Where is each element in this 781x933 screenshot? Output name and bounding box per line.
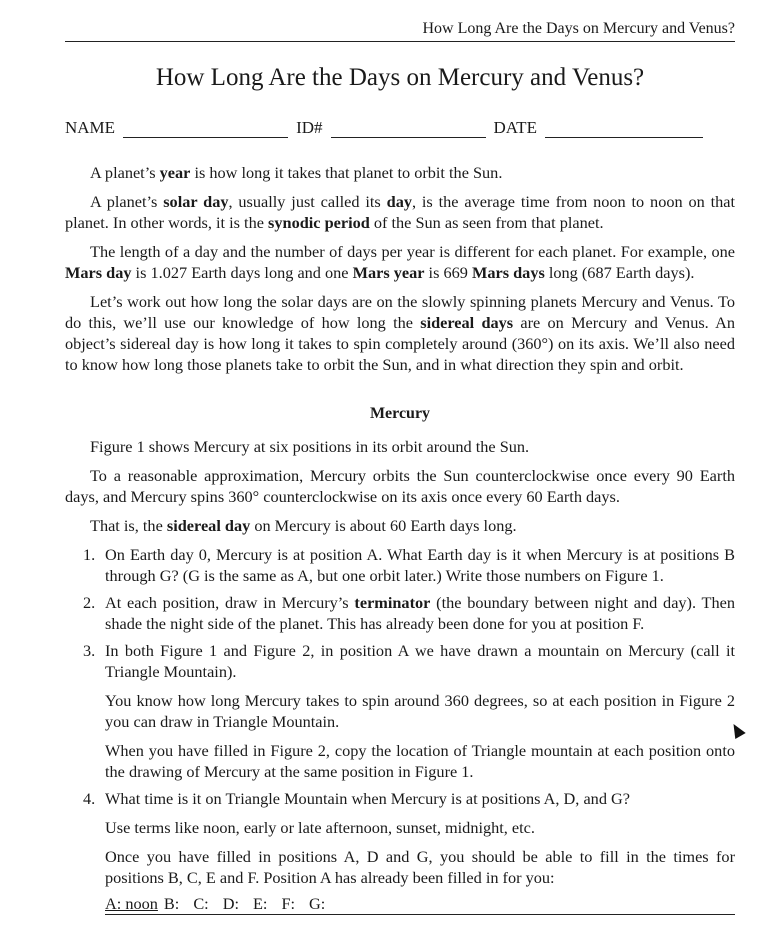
answer-line[interactable] — [105, 894, 735, 915]
question-text: At each position, draw in Mercury’s terminator (the boundary between night and day). Then shade the night side of the planet. This has already been done for you at position F. — [105, 593, 735, 633]
answer-slot[interactable]: G: — [309, 894, 326, 913]
bold-term: year — [159, 163, 191, 182]
question-text: When you have filled in Figure 2, copy the location of Triangle mountain at each position onto the drawing of Mercury at the same position in Figure 1. — [105, 741, 735, 781]
answer-slot[interactable]: A: noon — [105, 894, 158, 913]
question-number: 1. — [83, 545, 96, 564]
date-label: DATE — [493, 118, 537, 137]
question-text: On Earth day 0, Mercury is at position A. What Earth day is it when Mercury is at positions B through G? (G is the same as A, but one orbit later.) Write those numbers on Figure 1. — [105, 545, 735, 585]
question-text: In both Figure 1 and Figure 2, in position A we have drawn a mountain on Mercury (call it Triangle Mountain). — [105, 641, 735, 681]
page-title: How Long Are the Days on Mercury and Venus? — [155, 64, 645, 91]
paragraph: A planet’s year is how long it takes that planet to orbit the Sun. — [90, 163, 503, 182]
answer-slot[interactable]: F: — [281, 894, 296, 913]
question-text: You know how long Mercury takes to spin around 360 degrees, so at each position in Figure 2 you can draw in Triangle Mountain. — [105, 691, 735, 731]
paragraph: Figure 1 shows Mercury at six positions in its orbit around the Sun. — [90, 437, 530, 456]
name-label: NAME — [65, 118, 116, 137]
bold-term: terminator — [354, 593, 431, 612]
question-text: Once you have filled in positions A, D and G, you should be able to fill in the times for positions B, C, E and F. Position A has already been filled in for you: — [105, 847, 735, 887]
id-label: ID# — [296, 118, 323, 137]
bold-term: Mars year — [352, 263, 425, 282]
section-heading: Mercury — [369, 405, 431, 422]
worksheet-body — [65, 162, 735, 915]
bold-term: day — [386, 192, 412, 211]
bold-term: sidereal day — [166, 516, 251, 535]
paragraph: To a reasonable approximation, Mercury orbits the Sun counterclockwise once every 90 Earth days, and Mercury spins 360° counterclockwise on its axis once every 60 Earth days. — [65, 466, 735, 506]
bold-term: solar day — [163, 192, 229, 211]
bold-term: synodic period — [268, 213, 370, 232]
bold-term: Mars days — [471, 263, 545, 282]
question-item — [65, 544, 735, 586]
question-item — [65, 640, 735, 782]
question-number: 4. — [83, 789, 96, 808]
bold-term: sidereal days — [420, 313, 514, 332]
student-fields — [65, 118, 735, 138]
paragraph: Let’s work out how long the solar days are on the slowly spinning planets Mercury and Venus. To do this, we’ll use our knowledge of how long the sidereal days are on Mercury and Venus. An object’s sidereal day is how long it takes to spin completely around (360°) on its axis. We’ll also need to know how long those planets take to orbit the Sun, and in what direction they spin and orbit. — [65, 292, 735, 374]
mercury-section — [65, 436, 735, 536]
name-field[interactable] — [123, 121, 288, 138]
question-list — [65, 544, 735, 888]
question-item — [65, 592, 735, 634]
intro-section — [65, 162, 735, 375]
question-text: What time is it on Triangle Mountain when Mercury is at positions A, D, and G? — [105, 789, 631, 808]
paragraph: The length of a day and the number of days per year is different for each planet. For example, one Mars day is 1.027 Earth days long and one Mars year is 669 Mars days long (687 Earth days). — [65, 242, 735, 282]
paragraph: A planet’s solar day, usually just called its day, is the average time from noon to noon on that planet. In other words, it is the synodic period of the Sun as seen from that planet. — [65, 192, 736, 232]
id-field[interactable] — [331, 121, 486, 138]
date-field[interactable] — [545, 121, 703, 138]
question-text: Use terms like noon, early or late afternoon, sunset, midnight, etc. — [105, 818, 535, 837]
answer-slot[interactable]: E: — [252, 894, 268, 913]
question-number: 2. — [83, 593, 96, 612]
bold-term: Mars day — [65, 263, 132, 282]
question-item — [65, 788, 735, 888]
paragraph: That is, the sidereal day on Mercury is about 60 Earth days long. — [90, 516, 517, 535]
answer-slot[interactable]: D: — [222, 894, 239, 913]
question-number: 3. — [83, 641, 96, 660]
running-head: How Long Are the Days on Mercury and Venus? — [65, 20, 735, 42]
answer-slot[interactable]: C: — [193, 894, 209, 913]
answer-slot[interactable]: B: — [163, 894, 180, 913]
